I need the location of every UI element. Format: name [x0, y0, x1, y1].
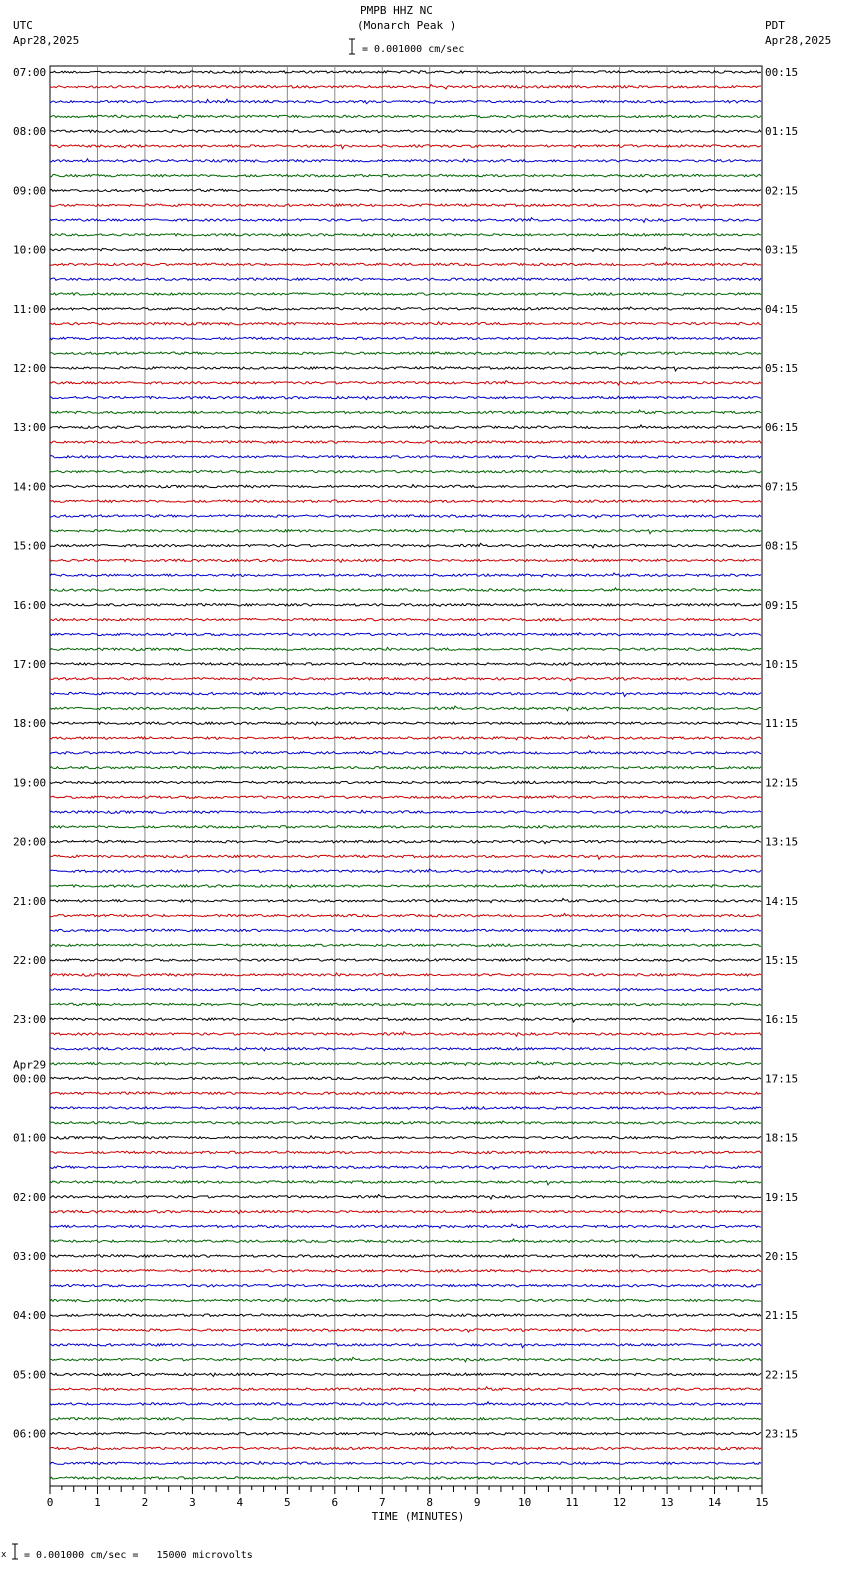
- seismic-trace: [50, 1210, 761, 1213]
- pdt-hour-label: 16:15: [765, 1013, 799, 1027]
- left-timezone: UTC: [13, 19, 33, 32]
- seismic-trace: [50, 973, 761, 976]
- x-axis-label: TIME (MINUTES): [371, 1510, 465, 1523]
- x-tick-label: 1: [94, 1496, 101, 1509]
- utc-hour-label: 05:00: [13, 1368, 47, 1382]
- pdt-hour-label: 07:15: [765, 480, 799, 494]
- seismic-trace: [50, 381, 761, 386]
- seismic-trace: [50, 85, 761, 90]
- seismic-trace: [50, 1402, 761, 1405]
- seismic-trace: [50, 543, 761, 548]
- right-date: Apr28,2025: [765, 34, 832, 47]
- seismic-trace: [50, 722, 761, 725]
- pdt-hour-label: 05:15: [765, 362, 799, 375]
- pdt-hour-label: 22:15: [765, 1368, 799, 1382]
- x-tick-label: 4: [236, 1496, 244, 1509]
- seismic-trace: [50, 174, 761, 177]
- x-tick-label: 0: [46, 1496, 54, 1509]
- utc-hour-label: 21:00: [13, 894, 47, 908]
- x-tick-label: 3: [189, 1496, 196, 1509]
- footer-scale-note: = 0.001000 cm/sec = 15000 microvolts: [24, 1550, 253, 1561]
- seismic-trace: [50, 115, 761, 118]
- seismic-trace: [50, 988, 761, 990]
- seismic-trace: [50, 1076, 761, 1079]
- seismic-trace: [50, 647, 761, 650]
- seismic-trace: [50, 1477, 761, 1479]
- seismic-trace: [50, 1181, 761, 1185]
- pdt-hour-label: 17:15: [765, 1072, 799, 1086]
- utc-hour-label: 11:00: [13, 302, 47, 316]
- seismic-trace: [50, 204, 761, 208]
- seismic-trace: [50, 530, 761, 534]
- utc-hour-label: 02:00: [13, 1190, 47, 1204]
- x-tick-label: 2: [141, 1496, 149, 1509]
- seismic-trace: [50, 766, 761, 769]
- seismic-trace: [50, 706, 761, 711]
- seismic-trace: [50, 485, 761, 488]
- seismic-trace: [50, 1032, 761, 1037]
- utc-hour-label: 14:00: [13, 480, 47, 494]
- seismic-trace: [50, 1195, 761, 1200]
- pdt-hour-label: 10:15: [765, 658, 799, 671]
- utc-hour-label: 03:00: [13, 1250, 47, 1263]
- pdt-hour-label: 01:15: [765, 125, 799, 139]
- seismic-trace: [50, 1092, 761, 1095]
- station-title: PMPB HHZ NC: [360, 4, 433, 17]
- utc-hour-label: 07:00: [13, 66, 47, 79]
- seismic-trace: [50, 470, 761, 473]
- seismic-trace: [50, 1314, 761, 1316]
- seismic-trace: [50, 618, 761, 621]
- x-tick-label: 13: [660, 1496, 674, 1509]
- seismic-trace: [50, 1151, 761, 1153]
- utc-hour-label: 10:00: [13, 243, 47, 257]
- scale-label: = 0.001000 cm/sec: [362, 44, 465, 55]
- x-tick-label: 15: [755, 1496, 769, 1509]
- seismic-trace: [50, 573, 761, 577]
- seismic-trace: [50, 1239, 761, 1242]
- pdt-hour-label: 09:15: [765, 598, 799, 612]
- seismic-trace: [50, 1166, 761, 1169]
- footer-marker: x: [1, 1550, 7, 1560]
- right-timezone: PDT: [765, 19, 785, 32]
- seismic-trace: [50, 913, 761, 916]
- utc-hour-label: 08:00: [13, 125, 47, 139]
- seismic-trace: [50, 826, 761, 828]
- utc-hour-label: 13:00: [13, 421, 47, 435]
- seismic-trace: [50, 588, 761, 591]
- pdt-hour-label: 04:15: [765, 302, 799, 316]
- pdt-hour-label: 02:15: [765, 184, 799, 198]
- seismic-trace: [50, 367, 761, 371]
- seismic-trace: [50, 855, 761, 859]
- utc-hour-label: 00:00: [13, 1072, 47, 1086]
- x-tick-label: 7: [378, 1496, 386, 1509]
- seismic-trace: [50, 145, 761, 149]
- x-tick-label: 12: [612, 1496, 627, 1509]
- seismic-trace: [50, 130, 761, 133]
- utc-hour-label: 01:00: [13, 1131, 47, 1145]
- seismic-trace: [50, 751, 761, 754]
- seismic-trace: [50, 1357, 761, 1362]
- seismic-trace: [50, 71, 761, 74]
- pdt-hour-label: 13:15: [765, 835, 799, 849]
- utc-hour-label: 12:00: [13, 362, 47, 375]
- pdt-hour-label: 23:15: [765, 1427, 799, 1441]
- seismic-trace: [50, 1299, 761, 1302]
- pdt-hour-label: 15:15: [765, 954, 799, 967]
- seismic-trace: [50, 1061, 761, 1065]
- pdt-hour-label: 08:15: [765, 539, 799, 553]
- pdt-hour-label: 21:15: [765, 1309, 799, 1323]
- seismic-trace: [50, 500, 761, 502]
- pdt-hour-label: 12:15: [765, 776, 799, 790]
- seismic-trace: [50, 692, 761, 696]
- seismic-trace: [50, 899, 761, 903]
- seismic-trace: [50, 781, 761, 784]
- seismic-trace: [50, 958, 761, 961]
- seismic-trace: [50, 410, 761, 414]
- utc-hour-label: 04:00: [13, 1309, 47, 1323]
- x-tick-label: 11: [565, 1496, 579, 1509]
- seismic-trace: [50, 1432, 761, 1435]
- seismic-trace: [50, 633, 761, 636]
- seismic-trace: [50, 869, 761, 874]
- seismic-trace: [50, 604, 761, 607]
- utc-hour-label: 22:00: [13, 954, 47, 967]
- pdt-hour-label: 00:15: [765, 66, 799, 79]
- seismic-trace: [50, 1003, 761, 1006]
- seismic-trace: [50, 1121, 761, 1124]
- seismic-trace: [50, 1344, 761, 1348]
- seismic-trace: [50, 396, 761, 399]
- pdt-hour-label: 18:15: [765, 1131, 799, 1145]
- seismic-trace: [50, 929, 761, 932]
- date-change-label: Apr29: [13, 1058, 47, 1072]
- seismic-trace: [50, 189, 761, 192]
- seismic-trace: [50, 307, 761, 310]
- seismic-trace: [50, 559, 761, 562]
- x-tick-label: 8: [426, 1496, 434, 1509]
- seismic-trace: [50, 1047, 761, 1050]
- pdt-hour-label: 20:15: [765, 1250, 799, 1263]
- pdt-hour-label: 03:15: [765, 243, 799, 257]
- seismic-trace: [50, 1447, 761, 1450]
- seismic-trace: [50, 99, 761, 104]
- seismic-trace: [50, 1373, 761, 1376]
- utc-hour-label: 20:00: [13, 835, 47, 849]
- x-tick-label: 5: [284, 1496, 291, 1509]
- seismic-trace: [50, 1107, 761, 1110]
- pdt-hour-label: 19:15: [765, 1190, 799, 1204]
- seismic-trace: [50, 885, 761, 888]
- seismic-trace: [50, 441, 761, 444]
- utc-hour-label: 09:00: [13, 184, 47, 198]
- seismic-trace: [50, 262, 761, 265]
- seismic-trace: [50, 1270, 761, 1273]
- x-tick-label: 14: [707, 1496, 722, 1509]
- seismic-trace: [50, 322, 761, 325]
- utc-hour-label: 16:00: [13, 598, 47, 612]
- pdt-hour-label: 14:15: [765, 894, 799, 908]
- seismic-trace: [50, 736, 761, 740]
- left-date: Apr28,2025: [13, 34, 80, 47]
- seismic-trace: [50, 663, 761, 665]
- seismic-trace: [50, 515, 761, 518]
- seismic-trace: [50, 1255, 761, 1258]
- seismic-trace: [50, 810, 761, 813]
- seismic-trace: [50, 233, 761, 236]
- seismic-trace: [50, 1284, 761, 1287]
- seismic-trace: [50, 293, 761, 296]
- seismic-trace: [50, 1018, 761, 1022]
- utc-hour-label: 06:00: [13, 1427, 47, 1441]
- seismic-trace: [50, 944, 761, 947]
- seismic-trace: [50, 456, 761, 459]
- utc-hour-label: 15:00: [13, 539, 47, 553]
- x-tick-label: 10: [518, 1496, 532, 1509]
- x-tick-label: 6: [331, 1496, 339, 1509]
- seismic-trace: [50, 1461, 761, 1464]
- seismic-trace: [50, 278, 761, 281]
- seismic-trace: [50, 1387, 761, 1391]
- utc-hour-label: 18:00: [13, 717, 47, 731]
- seismic-trace: [50, 795, 761, 798]
- seismic-trace: [50, 247, 761, 251]
- footer-scale-bar-icon: [11, 1543, 19, 1561]
- utc-hour-label: 17:00: [13, 658, 47, 671]
- seismic-trace: [50, 1136, 761, 1139]
- seismic-trace: [50, 352, 761, 355]
- pdt-hour-label: 06:15: [765, 421, 799, 435]
- seismic-trace: [50, 1418, 761, 1421]
- x-tick-label: 9: [473, 1496, 481, 1509]
- utc-hour-label: 19:00: [13, 776, 47, 790]
- seismic-trace: [50, 218, 761, 223]
- pdt-hour-label: 11:15: [765, 717, 799, 731]
- site-name: (Monarch Peak ): [357, 19, 457, 32]
- seismic-trace: [50, 1224, 761, 1228]
- seismic-trace: [50, 425, 761, 428]
- seismic-trace: [50, 159, 761, 162]
- seismic-trace: [50, 337, 761, 340]
- seismic-trace: [50, 678, 761, 681]
- utc-hour-label: 23:00: [13, 1013, 47, 1027]
- seismic-trace: [50, 840, 761, 843]
- seismic-trace: [50, 1329, 761, 1332]
